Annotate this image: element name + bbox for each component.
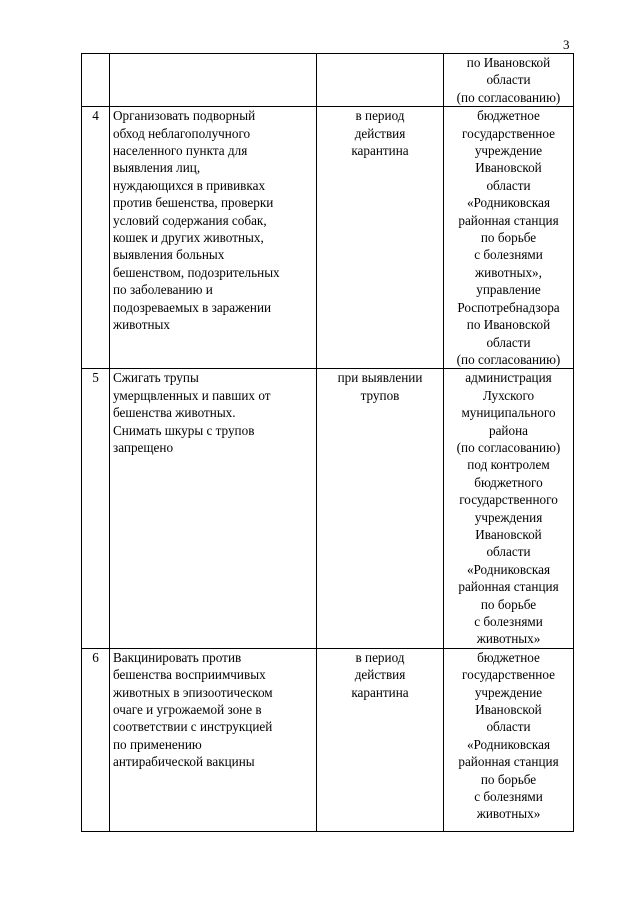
responsible-cell-line: учреждение bbox=[474, 684, 543, 700]
responsible-cell-line: области bbox=[486, 719, 531, 735]
responsible-cell-line: учреждения bbox=[474, 509, 543, 525]
measures-table bbox=[81, 53, 574, 832]
responsible-cell-line: животных» bbox=[476, 806, 541, 822]
responsible-cell-line: управление bbox=[476, 282, 541, 298]
table-row bbox=[82, 107, 574, 369]
term-cell-line: карантина bbox=[351, 684, 409, 700]
responsible-cell-line: Лухского bbox=[482, 387, 535, 403]
term-cell-line: действия bbox=[354, 125, 406, 141]
action-cell bbox=[110, 648, 317, 831]
term-cell-line: карантина bbox=[351, 143, 409, 159]
responsible-cell-line: (по согласованию) bbox=[456, 439, 561, 455]
responsible-cell-line: «Родниковская bbox=[466, 195, 551, 211]
responsible-cell-line: бюджетное bbox=[477, 108, 540, 124]
row-number-cell bbox=[82, 54, 110, 107]
responsible-cell-line: животных», bbox=[475, 264, 542, 280]
responsible-cell-line: области bbox=[486, 72, 531, 88]
term-cell bbox=[317, 107, 444, 369]
responsible-cell-line: области bbox=[486, 334, 531, 350]
action-cell-line: Организовать подворный bbox=[113, 108, 256, 124]
action-cell-line: Снимать шкуры с трупов bbox=[113, 422, 255, 438]
measures-table-body bbox=[82, 54, 574, 832]
action-cell-line: выявления больных bbox=[113, 247, 225, 263]
action-cell bbox=[110, 369, 317, 649]
action-cell-line: населенного пункта для bbox=[113, 143, 248, 159]
action-cell-line: выявления лиц, bbox=[113, 160, 201, 176]
action-cell-line: подозреваемых в заражении bbox=[113, 299, 272, 315]
responsible-cell bbox=[444, 369, 574, 649]
responsible-cell-line: государственное bbox=[462, 125, 555, 141]
action-cell-line: бешенством, подозрительных bbox=[113, 264, 280, 280]
action-cell-line: антирабической вакцины bbox=[113, 754, 255, 770]
term-cell-line: при выявлении bbox=[337, 370, 423, 386]
action-cell bbox=[110, 107, 317, 369]
responsible-cell-line: бюджетного bbox=[474, 474, 543, 490]
responsible-cell-line: по борьбе bbox=[480, 596, 537, 612]
term-cell bbox=[317, 369, 444, 649]
page-number: 3 bbox=[563, 37, 570, 52]
action-cell-line: обход неблагополучного bbox=[113, 125, 251, 141]
responsible-cell-line: учреждение bbox=[474, 143, 543, 159]
responsible-cell-line: с болезнями bbox=[474, 614, 543, 629]
responsible-cell-line: Ивановской bbox=[475, 702, 542, 718]
responsible-cell-line: под контролем bbox=[467, 457, 550, 473]
responsible-cell-line: с болезнями bbox=[474, 789, 543, 805]
action-cell-line: умерщвленных и павших от bbox=[113, 387, 271, 403]
responsible-cell-line: районная станция bbox=[458, 212, 559, 228]
action-cell-line: запрещено bbox=[113, 439, 174, 455]
responsible-cell bbox=[444, 648, 574, 831]
responsible-cell-line: животных» bbox=[476, 631, 541, 647]
responsible-cell-line: районная станция bbox=[458, 579, 559, 595]
action-cell-line: очаге и угрожаемой зоне в bbox=[113, 702, 262, 718]
responsible-cell-line: области bbox=[486, 177, 531, 193]
term-cell bbox=[317, 54, 444, 107]
term-cell-line: в период bbox=[355, 649, 405, 665]
responsible-cell bbox=[444, 54, 574, 107]
row-number-cell: 4 bbox=[82, 107, 110, 369]
responsible-cell-line: (по согласованию) bbox=[456, 89, 561, 105]
term-cell bbox=[317, 648, 444, 831]
action-cell-line: соответствии с инструкцией bbox=[113, 719, 273, 735]
responsible-cell-line: по борьбе bbox=[480, 771, 537, 787]
responsible-cell-line: (по согласованию) bbox=[456, 351, 561, 367]
responsible-cell-line: «Родниковская bbox=[466, 736, 551, 752]
responsible-cell-line: по Ивановской bbox=[466, 317, 551, 333]
action-cell-line: кошек и других животных, bbox=[113, 230, 264, 246]
responsible-cell-line: по Ивановской bbox=[466, 55, 551, 70]
responsible-cell bbox=[444, 107, 574, 369]
action-cell-line: по применению bbox=[113, 736, 202, 752]
responsible-cell-line: области bbox=[486, 544, 531, 560]
action-cell-line: Вакцинировать против bbox=[113, 649, 242, 665]
responsible-cell-line: Роспотребнадзора bbox=[457, 299, 560, 315]
responsible-cell-line: по борьбе bbox=[480, 230, 537, 246]
action-cell-line: животных в эпизоотическом bbox=[113, 684, 273, 700]
responsible-cell-line: с болезнями bbox=[474, 247, 543, 263]
action-cell-line: бешенства животных. bbox=[113, 405, 236, 421]
action-cell-line: против бешенства, проверки bbox=[113, 195, 274, 211]
responsible-cell-line: государственное bbox=[462, 667, 555, 683]
term-cell-line: в период bbox=[355, 108, 405, 124]
term-cell-line: действия bbox=[354, 667, 406, 683]
row-number-cell: 6 bbox=[82, 648, 110, 831]
action-cell bbox=[110, 54, 317, 107]
action-cell-line: Сжигать трупы bbox=[113, 370, 199, 386]
responsible-cell-line: государственного bbox=[459, 492, 558, 508]
table-row bbox=[82, 369, 574, 649]
table-row bbox=[82, 54, 574, 107]
action-cell-line: условий содержания собак, bbox=[113, 212, 267, 228]
term-cell-line: трупов bbox=[360, 387, 400, 403]
responsible-cell-line: Ивановской bbox=[475, 160, 542, 176]
responsible-cell-line: района bbox=[488, 422, 528, 438]
row-number-cell: 5 bbox=[82, 369, 110, 649]
responsible-cell-line: районная станция bbox=[458, 754, 559, 770]
action-cell-line: бешенства восприимчивых bbox=[113, 667, 266, 683]
responsible-cell-line: Ивановской bbox=[475, 526, 542, 542]
action-cell-line: животных bbox=[113, 317, 170, 333]
action-cell-line: нуждающихся в прививках bbox=[113, 177, 266, 193]
responsible-cell-line: администрация bbox=[465, 370, 552, 386]
responsible-cell-line: бюджетное bbox=[477, 649, 540, 665]
action-cell-line: по заболеванию и bbox=[113, 282, 213, 298]
responsible-cell-line: муниципального bbox=[461, 405, 556, 421]
table-row bbox=[82, 648, 574, 831]
responsible-cell-line: «Родниковская bbox=[466, 561, 551, 577]
